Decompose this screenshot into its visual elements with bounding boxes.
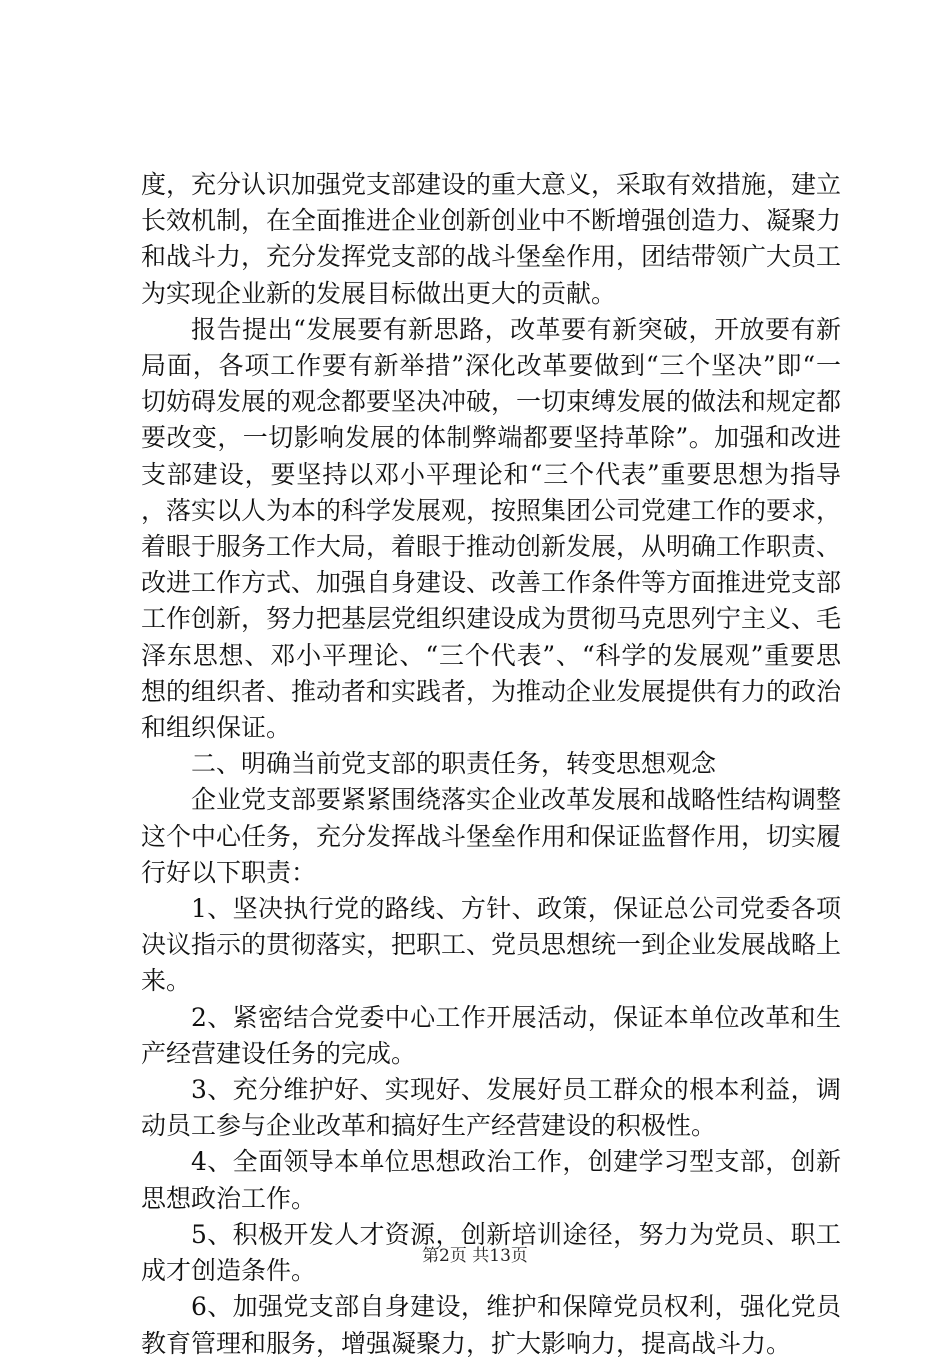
section-heading-two: 二、明确当前党支部的职责任务，转变思想观念 [191,749,717,779]
list-item-duty-2: 2、紧密结合党委中心工作开展活动，保证本单位改革和生产经营建设任务的完成。 [141,1002,841,1068]
page-number-label: 第2页 共13页 [422,1246,528,1266]
paragraph-duties-intro: 企业党支部要紧紧围绕落实企业改革发展和战略性结构调整这个中心任务，充分发挥战斗堡垒作用和保证监督作用，切实履行好以下职责： [141,785,842,887]
list-item-duty-6: 6、加强党支部自身建设，维护和保障党员权利，强化党员教育管理和服务，增强凝聚力，扩大影响力，提高战斗力。 [141,1292,841,1358]
list-item-duty-1: 1、坚决执行党的路线、方针、政策，保证总公司党委各项决议指示的贯彻落实，把职工、党员思想统一到企业发展战略上来。 [141,894,842,996]
paragraph-intro-continuation: 度，充分认识加强党支部建设的重大意义，采取有效措施，建立长效机制，在全面推进企业创新创业中不断增强创造力、凝聚力和战斗力，充分发挥党支部的战斗堡垒作用，团结带领广大员工为实现企业新的发展目标做出更大的贡献。 [141,170,842,308]
list-item-duty-3: 3、充分维护好、实现好、发展好员工群众的根本利益，调动员工参与企业改革和搞好生产经营建设的积极性。 [141,1075,841,1141]
paragraph-report-summary: 报告提出“发展要有新思路，改革要有新突破，开放要有新局面，各项工作要有新举措”深化改革要做到“三个坚决”即“一切妨碍发展的观念都要坚决冲破，一切束缚发展的做法和规定都要改变，一切影响发展的体制弊端都要坚持革除”。加强和改进支部建设，要坚持以邓小平理论和“三个代表”重要思想为指导，落实以人为本的科学发展观，按照集团公司党建工作的要求，着眼于服务工作大局，着眼于推动创新发展，从明确工作职责、改进工作方式、加强自身建设、改善工作条件等方面推进党支部工作创新，努力把基层党组织建设成为贯彻马克思列宁主义、毛泽东思想、邓小平理论、“三个代表”、“科学的发展观”重要思想的组织者、推动者和实践者，为推动企业发展提供有力的政治和组织保证。 [141,314,842,743]
document-body [141,167,841,1362]
list-item-duty-5: 5、积极开发人才资源，创新培训途径，努力为党员、职工成才创造条件。 [141,1219,841,1286]
page-footer [0,1245,950,1267]
list-item-duty-4: 4、全面领导本单位思想政治工作，创建学习型支部，创新思想政治工作。 [141,1147,841,1213]
